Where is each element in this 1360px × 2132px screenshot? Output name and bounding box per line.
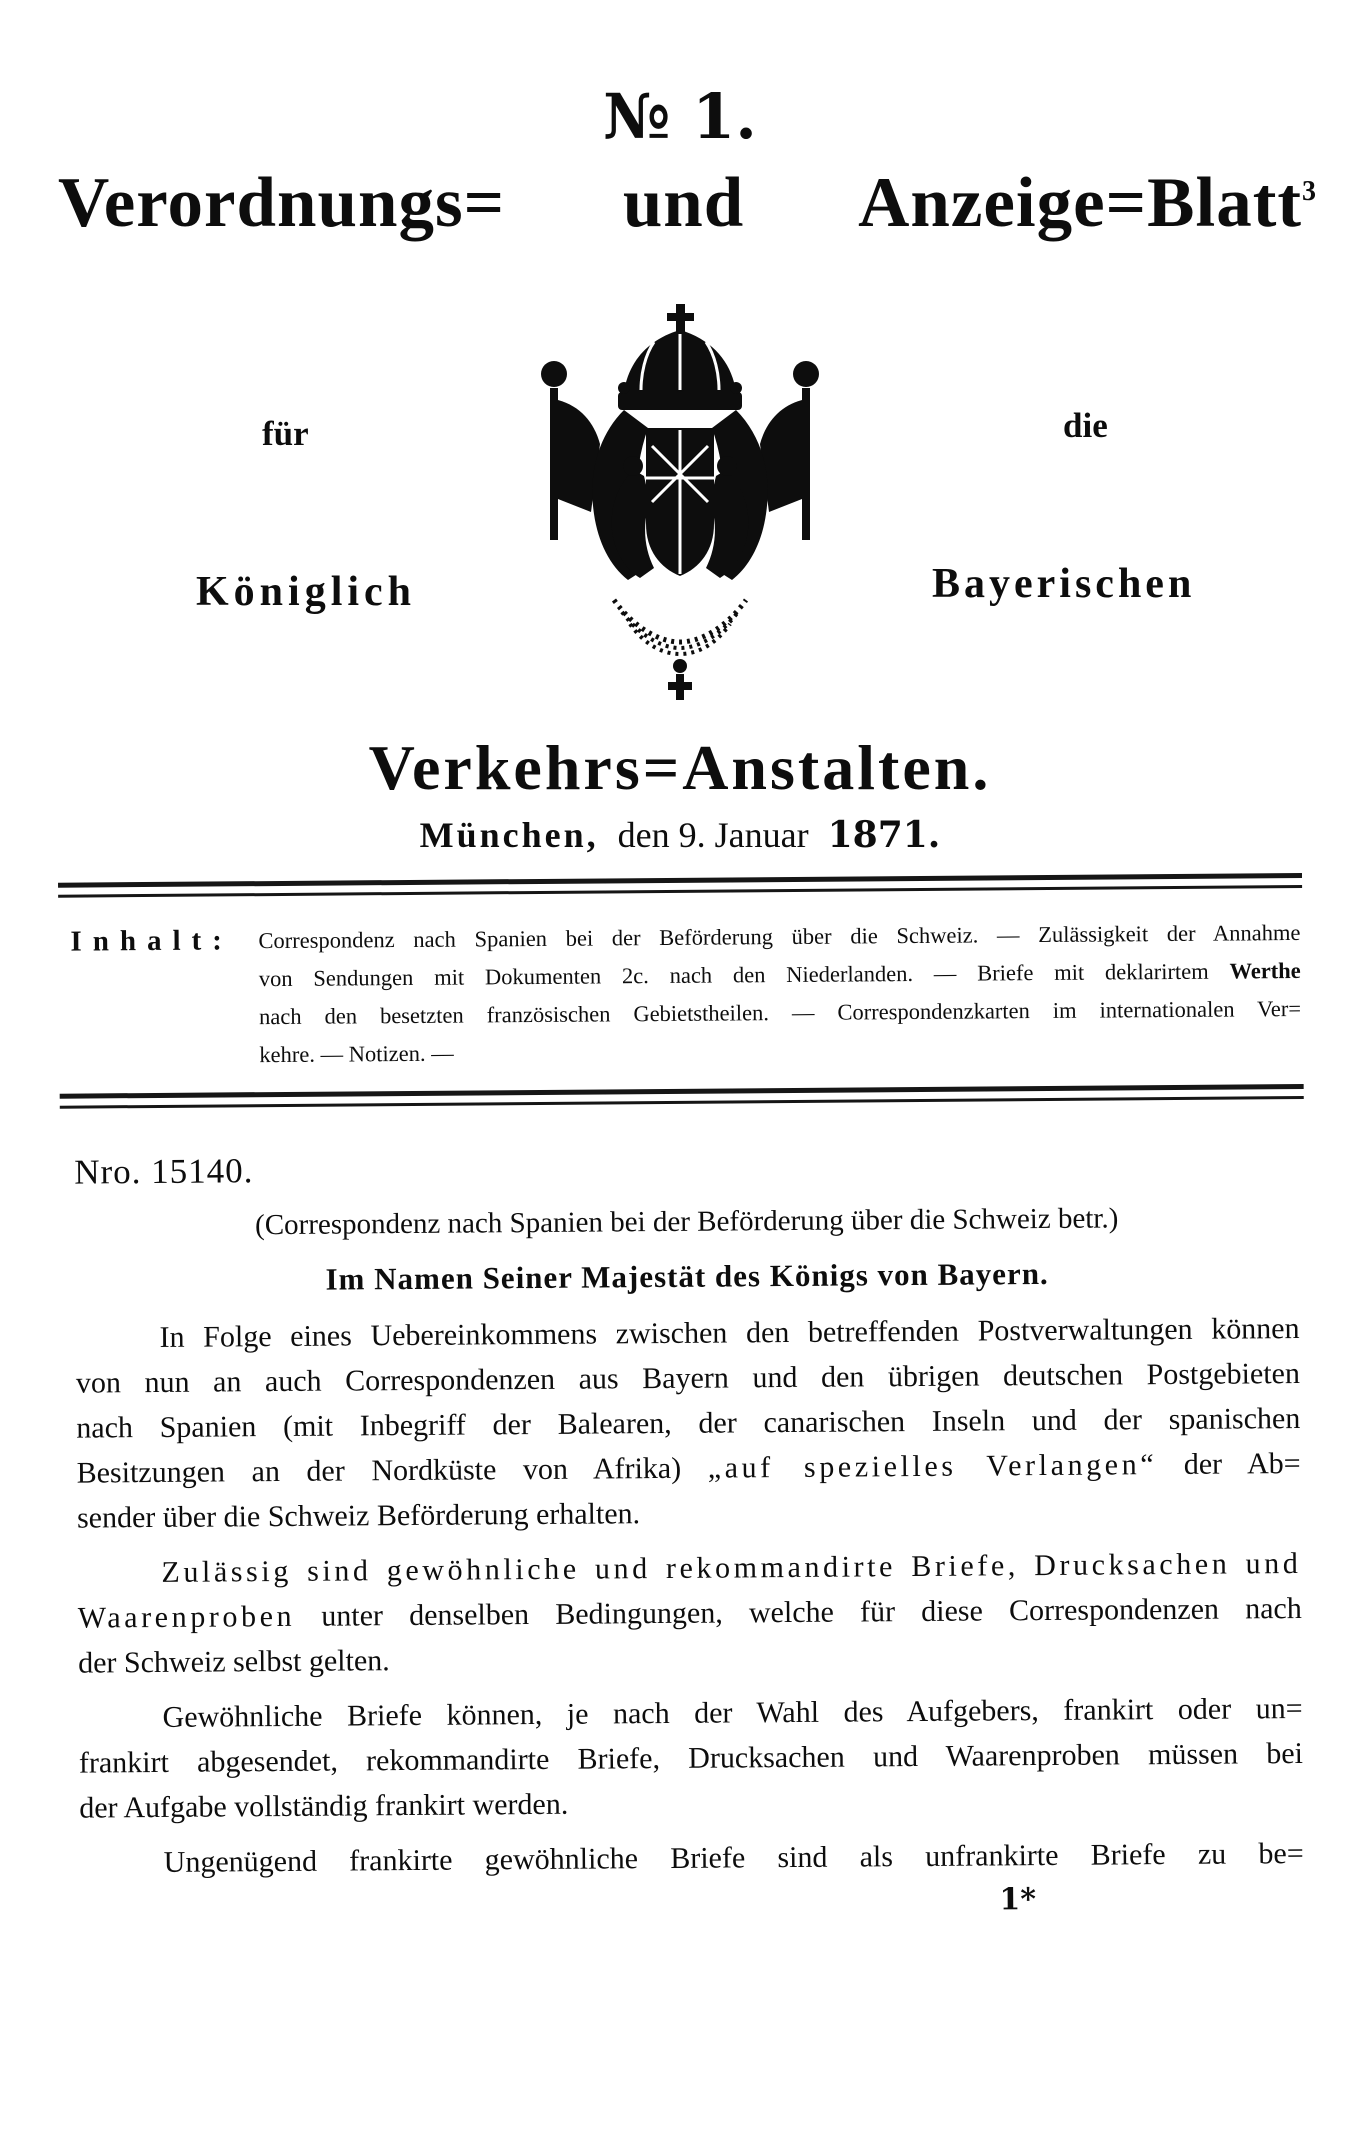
text-line bbox=[259, 990, 1301, 1036]
masthead-emblem-row bbox=[0, 276, 1360, 736]
masthead bbox=[0, 80, 1360, 856]
text-segment: unter denselben Bedingungen, welche für diese Correspondenzen nach bbox=[295, 1591, 1302, 1633]
word-koeniglich: Königlich bbox=[196, 568, 417, 615]
text-segment: „auf spezielles Verlangen“ bbox=[707, 1447, 1158, 1485]
dateline-date: den 9. Januar bbox=[617, 814, 809, 855]
signature-mark: 1* bbox=[999, 1881, 1037, 1918]
inhalt-label: Inhalt: bbox=[70, 924, 234, 958]
gazette-title: Verordnungs= und Anzeige=Blatt bbox=[58, 164, 1302, 243]
text-segment: nach Spanien (mit Inbegriff der Balearen, der canarischen Inseln und der spanischen bbox=[76, 1401, 1301, 1445]
article-number: Nro. 15140. bbox=[74, 1150, 254, 1192]
page-number: 3 bbox=[1302, 176, 1316, 207]
article-proclamation: Im Namen Seiner Majestät des Königs von Bayern. bbox=[325, 1255, 1049, 1297]
paragraph bbox=[77, 1541, 1302, 1686]
text-segment: kehre. — Notizen. — bbox=[259, 1040, 454, 1067]
text-segment: der Ab= bbox=[1157, 1446, 1301, 1481]
text-segment: von nun an auch Correspondenzen aus Bayern und den übrigen deutschen Postgebieten bbox=[75, 1356, 1301, 1400]
text-line bbox=[78, 1631, 1302, 1686]
word-fuer: für bbox=[262, 413, 309, 453]
paragraph bbox=[80, 1831, 1304, 1886]
double-rule-top bbox=[58, 873, 1302, 898]
dateline-city: München, bbox=[419, 814, 599, 855]
text-segment: Zulässig sind gewöhnliche und rekommandirte Briefe, Drucksachen und bbox=[161, 1546, 1302, 1589]
double-rule-bottom bbox=[60, 1084, 1304, 1109]
text-line bbox=[77, 1486, 1301, 1541]
issue-number: № 1. bbox=[603, 80, 757, 153]
text-line bbox=[79, 1776, 1303, 1831]
text-line bbox=[76, 1441, 1300, 1496]
text-segment: Correspondenz nach Spanien bei der Beförderung über die Schweiz. — Zulässigkeit der Annahme bbox=[258, 919, 1301, 953]
paragraph bbox=[75, 1306, 1301, 1541]
text-line bbox=[259, 1028, 1301, 1074]
text-segment: Waarenproben bbox=[77, 1599, 296, 1635]
text-segment: der Schweiz selbst gelten. bbox=[78, 1643, 390, 1680]
table-of-contents bbox=[70, 914, 1301, 1076]
text-line bbox=[80, 1831, 1304, 1886]
dateline-year: 1871. bbox=[827, 813, 941, 856]
lower-page-block bbox=[0, 872, 1360, 1925]
article bbox=[74, 1143, 1304, 1925]
word-die: die bbox=[1063, 405, 1108, 445]
text-line bbox=[78, 1586, 1302, 1641]
text-segment: nach den besetzten französischen Gebietstheilen. — Correspondenzkarten im internationalen Ver= bbox=[258, 995, 1302, 1029]
text-segment: sender über die Schweiz Beförderung erhalten. bbox=[76, 1496, 641, 1535]
word-bayerischen: Bayerischen bbox=[932, 560, 1196, 607]
text-segment: Ungenügend frankirte gewöhnliche Briefe sind als unfrankirte Briefe zu be= bbox=[163, 1836, 1304, 1879]
text-segment: frankirt abgesendet, rekommandirte Briefe, Drucksachen und Waarenproben müssen bei bbox=[78, 1736, 1304, 1780]
paragraph bbox=[78, 1686, 1303, 1831]
gazette-subtitle: Verkehrs=Anstalten. bbox=[368, 731, 992, 803]
text-segment: In Folge eines Uebereinkommens zwischen den betreffenden Postverwaltungen können bbox=[159, 1311, 1300, 1354]
inhalt-text bbox=[258, 914, 1301, 1074]
bavarian-coat-of-arms-icon bbox=[530, 302, 830, 737]
text-segment: Werthe bbox=[1229, 957, 1301, 984]
text-segment: von Sendungen mit Dokumenten 2c. nach den Niederlanden. — Briefe mit deklarirtem bbox=[258, 958, 1230, 991]
text-segment: der Aufgabe vollständig frankirt werden. bbox=[79, 1787, 569, 1825]
text-line bbox=[79, 1731, 1303, 1786]
text-segment: Besitzungen an der Nordküste von Afrika) bbox=[76, 1451, 708, 1490]
article-body bbox=[75, 1306, 1303, 1886]
text-segment: Gewöhnliche Briefe können, je nach der Wahl des Aufgebers, frankirt oder un= bbox=[162, 1691, 1303, 1734]
article-subject: (Correspondenz nach Spanien bei der Beförderung über die Schweiz betr.) bbox=[254, 1202, 1119, 1241]
dateline bbox=[0, 814, 1360, 856]
scanned-gazette-page bbox=[0, 80, 1360, 2132]
